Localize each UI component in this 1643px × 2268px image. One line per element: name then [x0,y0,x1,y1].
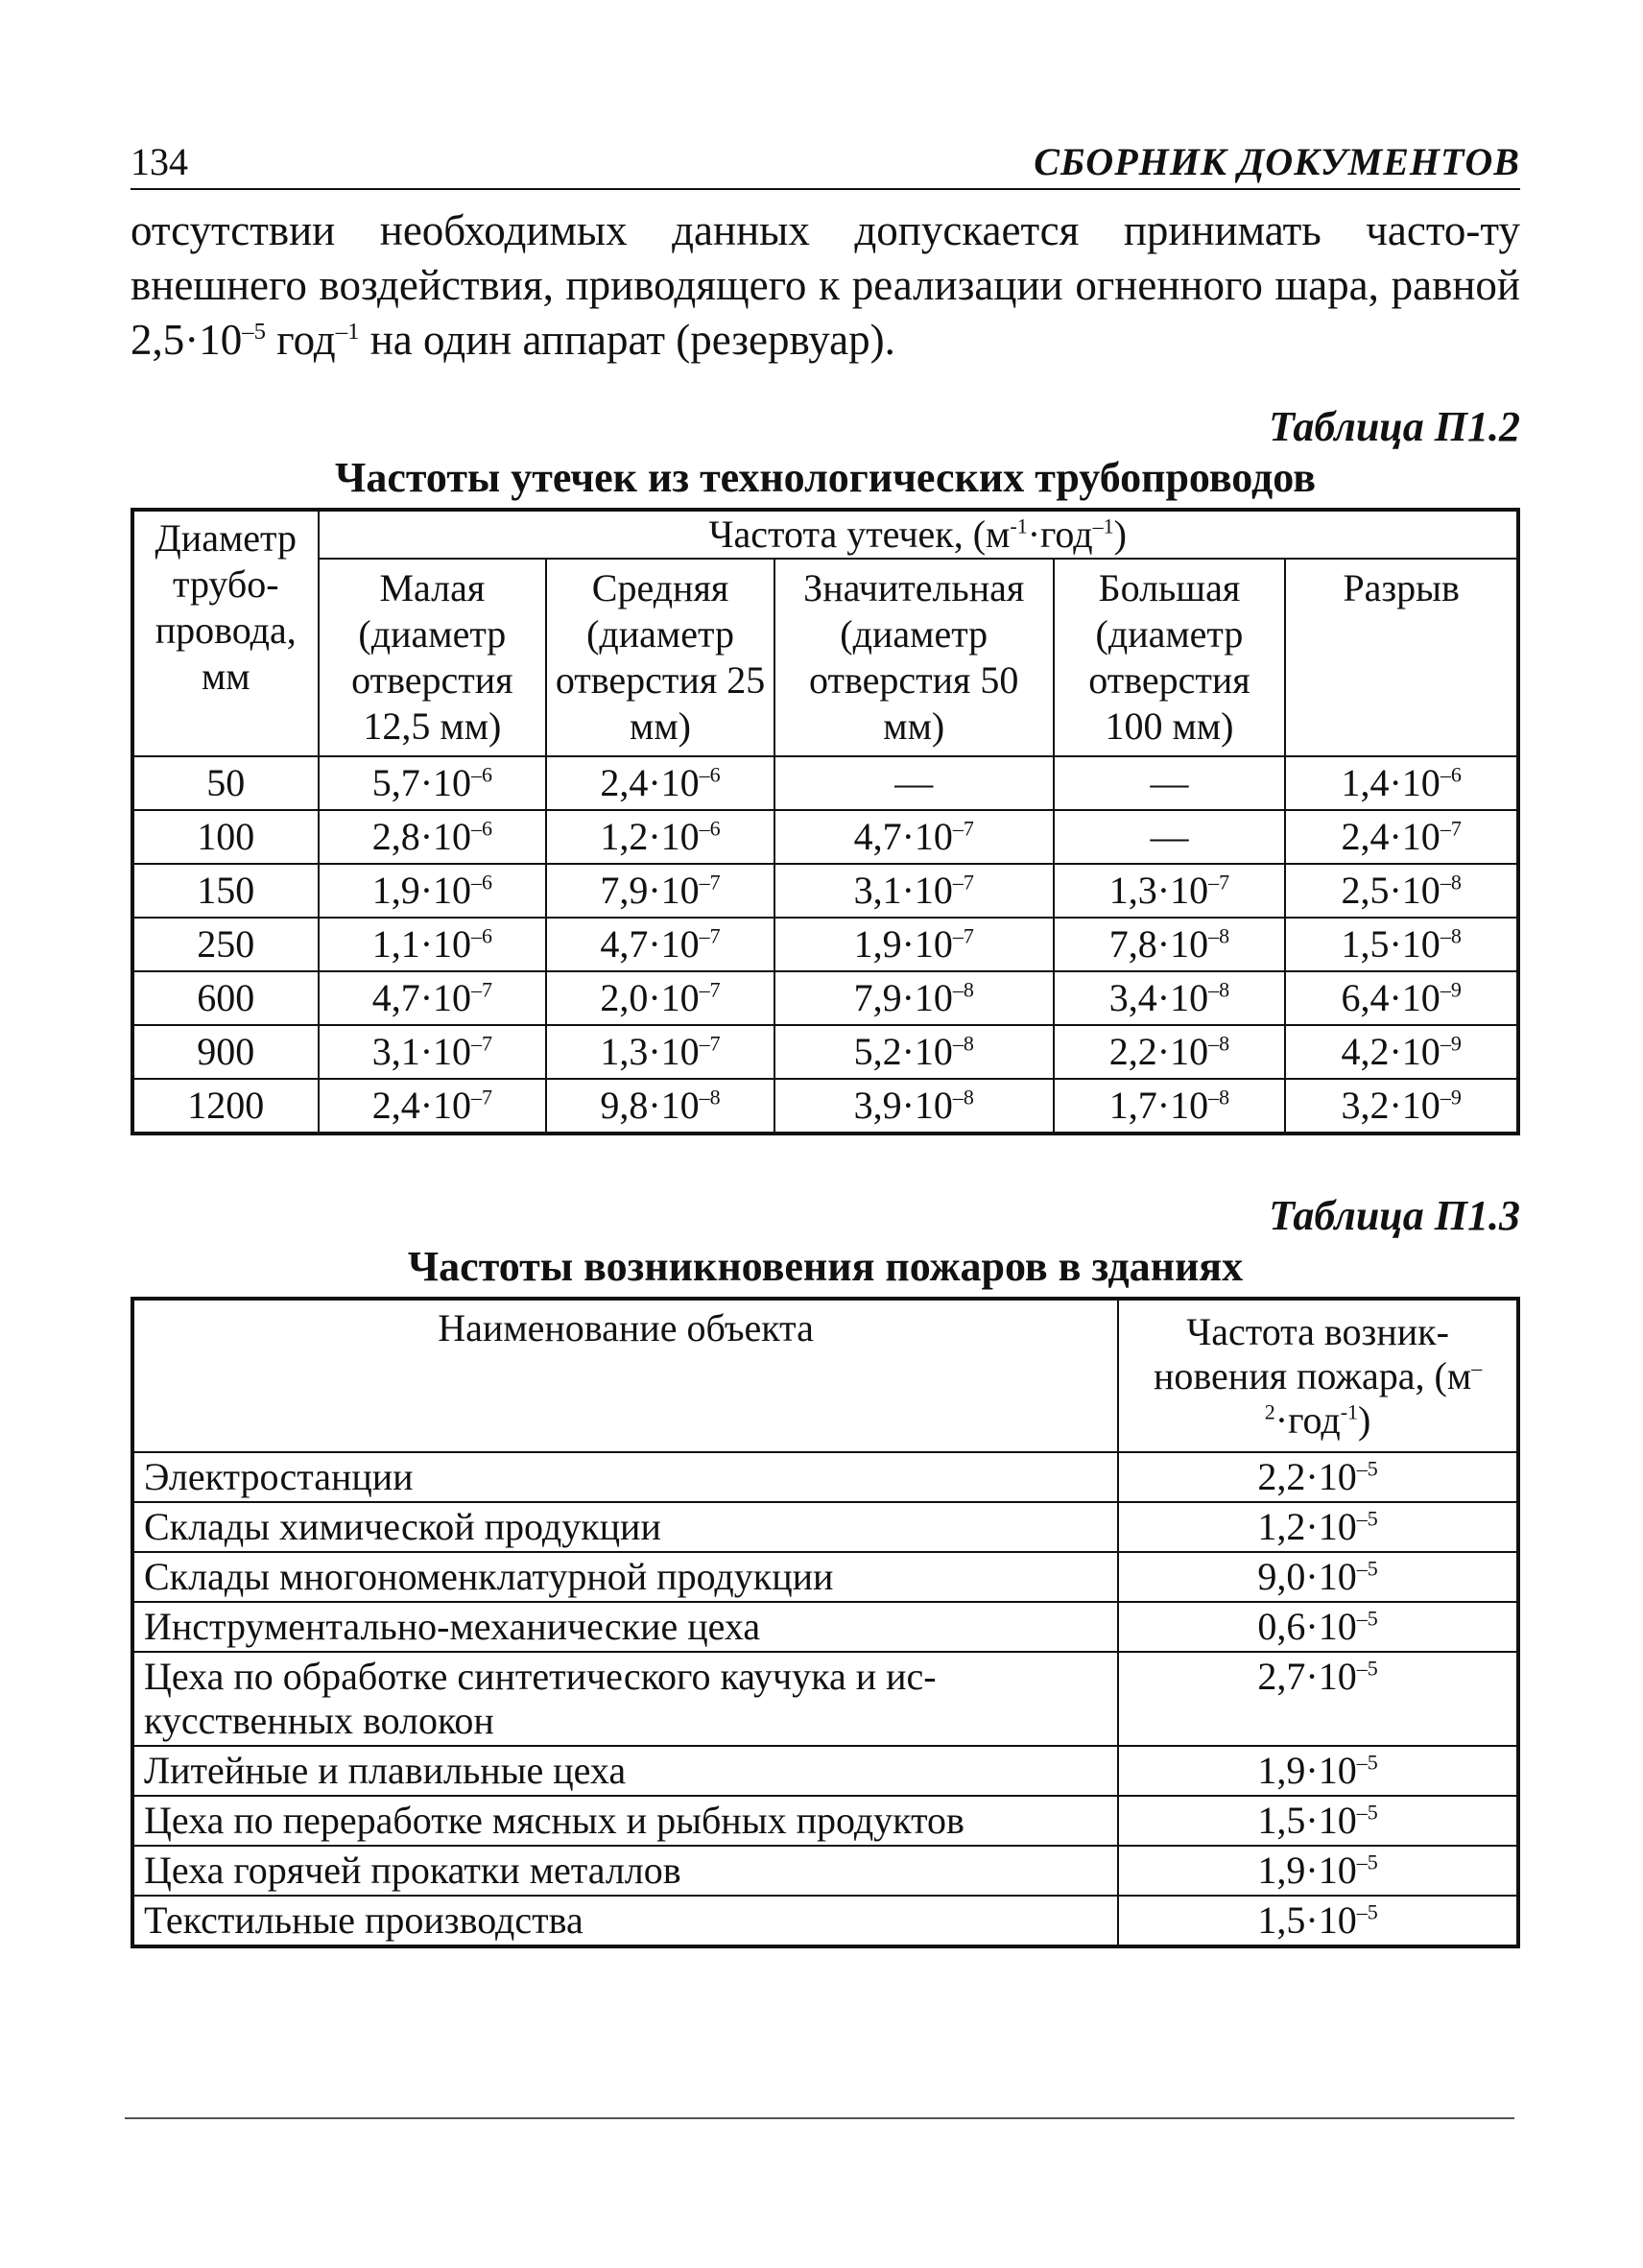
object-name-cell: Склады химической продукции [132,1502,1118,1552]
diameter-cell: 50 [132,756,319,810]
frequency-cell: $7,8\cdot 10^{-8}$ [1054,918,1286,971]
diameter-cell: 900 [132,1025,319,1079]
table-row [132,810,1518,864]
object-name-cell: Цеха по обработке синтетического каучука и ис-кусственных волокон [132,1652,1118,1746]
frequency-cell: $4,7\cdot 10^{-7}$ [319,971,547,1025]
paragraph-text: отсутствии необходимых данных допускается принимать часто-ту внешнего воздействия, приводящего к реализации огненного шара, равной 2,5·10 [131,206,1520,364]
frequency-cell: $1,3\cdot 10^{-7}$ [546,1025,774,1079]
table-row [132,918,1518,971]
object-name-cell: Текстильные производства [132,1896,1118,1946]
frequency-cell: $6,4\cdot 10^{-9}$ [1285,971,1518,1025]
running-title: СБОРНИК ДОКУМЕНТОВ [1034,140,1520,183]
table-row [132,1652,1518,1746]
table-title: Частоты возникновения пожаров в зданиях [407,1243,1244,1290]
table-row [132,1552,1518,1602]
frequency-cell: $2,8\cdot 10^{-6}$ [319,810,547,864]
table-row [132,1746,1518,1796]
fire-frequency-cell: $9,0\cdot 10^{-5}$ [1118,1552,1518,1602]
fire-frequency-cell: $1,2\cdot 10^{-5}$ [1118,1502,1518,1552]
paragraph-text-end: на один аппарат (резервуар). [359,316,895,364]
table-p1-2-block [131,402,1520,1135]
leak-frequency-header: Частота утечек, $(м^{-1}\cdot год^{-1})$ [319,510,1518,559]
page [131,134,1520,1948]
object-name-cell: Склады многономенклатурной продукции [132,1552,1118,1602]
running-header [131,134,1520,190]
object-name-cell: Цеха горячей прокатки металлов [132,1846,1118,1896]
frequency-cell: $1,4\cdot 10^{-6}$ [1285,756,1518,810]
table-title: Частоты утечек из технологических трубопроводов [335,454,1316,501]
frequency-cell: $7,9\cdot 10^{-7}$ [546,864,774,918]
frequency-cell: $3,1\cdot 10^{-7}$ [319,1025,547,1079]
subheader-medium: Средняя (диаметр отверстия 25 мм) [546,559,774,756]
table-row [132,756,1518,810]
bottom-rule [125,2117,1514,2119]
exponent: –1 [335,319,360,345]
subheader-small: Малая (диаметр отверстия 12,5 мм) [319,559,547,756]
fire-frequency-cell: $1,5\cdot 10^{-5}$ [1118,1796,1518,1846]
page-number: 134 [131,140,188,183]
fire-frequency-table [131,1297,1520,1948]
table-label: Таблица П1.2 [1269,403,1520,450]
table-row [132,1846,1518,1896]
frequency-cell: $1,9\cdot 10^{-7}$ [774,918,1054,971]
subheader-significant: Значительная (диаметр отверстия 50 мм) [774,559,1054,756]
table-p1-3-block [131,1191,1520,1948]
fire-frequency-cell: $0,6\cdot 10^{-5}$ [1118,1602,1518,1652]
exponent: –5 [242,319,266,345]
table-row [132,1502,1518,1552]
frequency-cell: $1,7\cdot 10^{-8}$ [1054,1079,1286,1134]
frequency-cell: $5,7\cdot 10^{-6}$ [319,756,547,810]
frequency-cell: $3,1\cdot 10^{-7}$ [774,864,1054,918]
fire-frequency-cell: $2,7\cdot 10^{-5}$ [1118,1652,1518,1746]
body-paragraph [131,203,1520,368]
table-row [132,971,1518,1025]
table-label: Таблица П1.3 [1269,1192,1520,1239]
fire-frequency-cell: $1,5\cdot 10^{-5}$ [1118,1896,1518,1946]
table-row [132,1896,1518,1946]
frequency-cell: $2,4\cdot 10^{-7}$ [1285,810,1518,864]
fire-frequency-header: Частота возник-новения пожара, $(м^{-2}\cdot год^{-1})$ [1118,1299,1518,1452]
object-name-cell: Литейные и плавильные цеха [132,1746,1118,1796]
frequency-cell: $1,3\cdot 10^{-7}$ [1054,864,1286,918]
frequency-cell: $3,2\cdot 10^{-9}$ [1285,1079,1518,1134]
diameter-cell: 150 [132,864,319,918]
table-row [132,1452,1518,1502]
subheader-rupture: Разрыв [1285,559,1518,756]
frequency-cell: — [1054,810,1286,864]
frequency-cell: $1,1\cdot 10^{-6}$ [319,918,547,971]
frequency-cell: — [1054,756,1286,810]
leak-frequency-table [131,508,1520,1135]
frequency-cell: — [774,756,1054,810]
table-row [132,1602,1518,1652]
table-row [132,1796,1518,1846]
frequency-cell: $9,8\cdot 10^{-8}$ [546,1079,774,1134]
object-name-cell: Инструментально-механические цеха [132,1602,1118,1652]
object-name-cell: Цеха по переработке мясных и рыбных продуктов [132,1796,1118,1846]
paragraph-unit: год [266,316,336,364]
frequency-cell: $2,4\cdot 10^{-7}$ [319,1079,547,1134]
frequency-cell: $1,5\cdot 10^{-8}$ [1285,918,1518,971]
frequency-cell: $5,2\cdot 10^{-8}$ [774,1025,1054,1079]
table-row [132,1079,1518,1134]
frequency-cell: $3,4\cdot 10^{-8}$ [1054,971,1286,1025]
frequency-cell: $2,5\cdot 10^{-8}$ [1285,864,1518,918]
object-name-cell: Электростанции [132,1452,1118,1502]
frequency-cell: $1,9\cdot 10^{-6}$ [319,864,547,918]
diameter-header: Диаметр трубо-провода, мм [132,510,319,756]
frequency-cell: $4,2\cdot 10^{-9}$ [1285,1025,1518,1079]
frequency-cell: $2,2\cdot 10^{-8}$ [1054,1025,1286,1079]
frequency-cell: $4,7\cdot 10^{-7}$ [546,918,774,971]
subheader-large: Большая (диаметр отверстия 100 мм) [1054,559,1286,756]
fire-frequency-cell: $1,9\cdot 10^{-5}$ [1118,1846,1518,1896]
frequency-cell: $3,9\cdot 10^{-8}$ [774,1079,1054,1134]
diameter-cell: 1200 [132,1079,319,1134]
fire-frequency-cell: $2,2\cdot 10^{-5}$ [1118,1452,1518,1502]
object-name-header: Наименование объекта [132,1299,1118,1452]
frequency-cell: $1,2\cdot 10^{-6}$ [546,810,774,864]
frequency-cell: $4,7\cdot 10^{-7}$ [774,810,1054,864]
fire-frequency-cell: $1,9\cdot 10^{-5}$ [1118,1746,1518,1796]
frequency-cell: $7,9\cdot 10^{-8}$ [774,971,1054,1025]
diameter-cell: 600 [132,971,319,1025]
diameter-cell: 100 [132,810,319,864]
table-row [132,1025,1518,1079]
diameter-cell: 250 [132,918,319,971]
table-row [132,864,1518,918]
frequency-cell: $2,0\cdot 10^{-7}$ [546,971,774,1025]
frequency-cell: $2,4\cdot 10^{-6}$ [546,756,774,810]
